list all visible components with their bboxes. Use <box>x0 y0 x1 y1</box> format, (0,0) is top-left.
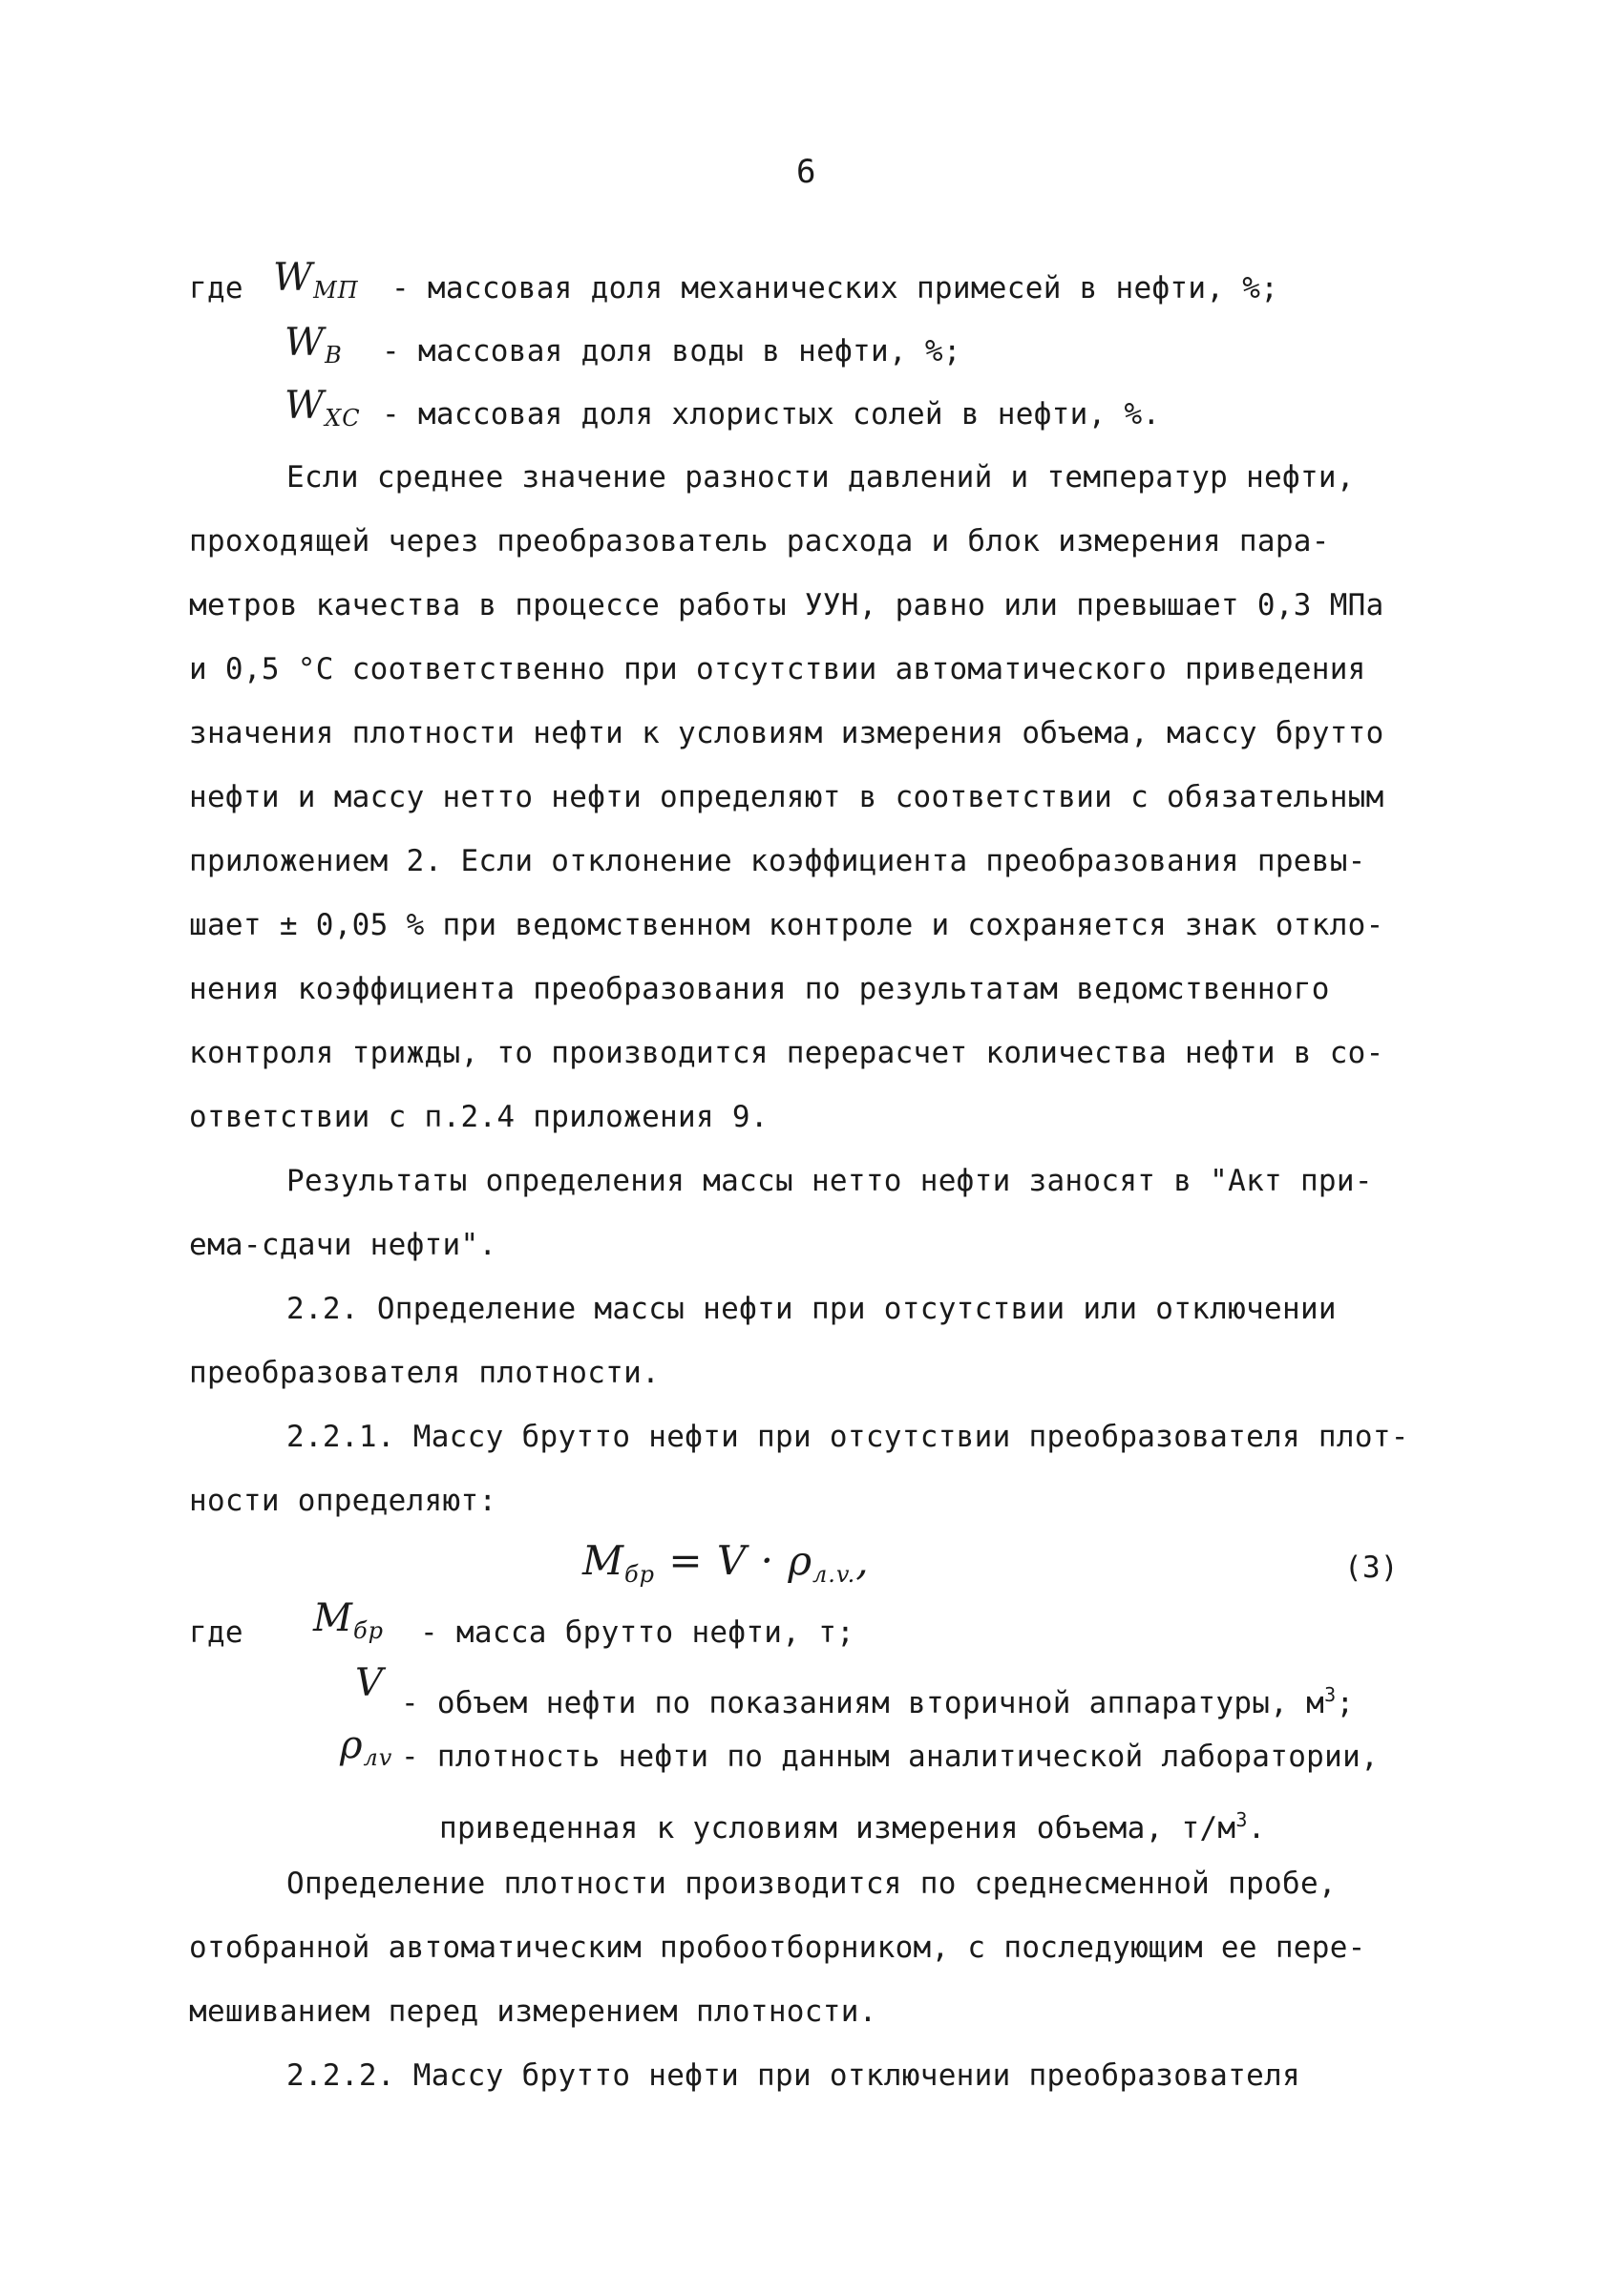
symbol-w-xc: $W_{ХС}$ <box>285 384 361 432</box>
where-label: где <box>189 1615 243 1650</box>
paragraph-line: ема-сдачи нефти". <box>189 1228 497 1262</box>
section-heading-2-2: 2.2. Определение массы нефти при отсутствии или отключении <box>286 1292 1337 1326</box>
definition-w-mp: - массовая доля механических примесей в нефти, %; <box>391 271 1279 306</box>
formula-3: $M_{бр} = V \cdot \rho_{л.v.}$, <box>582 1537 870 1588</box>
paragraph-line: проходящей через преобразователь расхода и блок измерения пара- <box>189 524 1330 559</box>
section-2-2-1-line: 2.2.1. Массу брутто нефти при отсутствии преобразователя плот- <box>286 1420 1409 1454</box>
page-number: 6 <box>796 153 816 191</box>
paragraph-line: и 0,5 °С соответственно при отсутствии автоматического приведения <box>189 652 1366 686</box>
section-2-2-2-line: 2.2.2. Массу брутто нефти при отключении преобразователя <box>286 2058 1300 2093</box>
paragraph-line: нения коэффициента преобразования по результатам ведомственного <box>189 972 1330 1006</box>
where-label: где <box>189 271 243 306</box>
section-heading-2-2-cont: преобразователя плотности. <box>189 1356 661 1390</box>
paragraph-line: Если среднее значение разности давлений и температур нефти, <box>286 460 1355 495</box>
symbol-v: V <box>355 1661 384 1705</box>
definition-w-v: - массовая доля воды в нефти, %; <box>382 334 961 369</box>
definition-rho-lv-cont: приведенная к условиям измерения объема, $т/м^3$. <box>439 1808 1266 1846</box>
symbol-w-v: $W_В$ <box>285 321 343 369</box>
formula-number: (3) <box>1344 1550 1399 1585</box>
paragraph-line: Результаты определения массы нетто нефти заносят в "Акт при- <box>286 1164 1373 1198</box>
symbol-w-mp: $W_{МП}$ <box>273 256 359 304</box>
definition-m-br: - масса брутто нефти, т; <box>420 1615 855 1650</box>
paragraph-line: контроля трижды, то производится перерасчет количества нефти в со- <box>189 1036 1384 1070</box>
definition-v: - объем нефти по показаниям вторичной аппаратуры, $м^3$; <box>401 1683 1355 1720</box>
paragraph-line: Определение плотности производится по среднесменной пробе, <box>286 1867 1337 1901</box>
symbol-m-br: $M_{бр}$ <box>313 1596 384 1644</box>
paragraph-line: ответствии с п.2.4 приложения 9. <box>189 1100 769 1134</box>
paragraph-line: отобранной автоматическим пробоотборником, с последующим ее пере- <box>189 1930 1366 1965</box>
paragraph-line: нефти и массу нетто нефти определяют в соответствии с обязательным <box>189 780 1384 814</box>
paragraph-line: приложением 2. Если отклонение коэффициента преобразования превы- <box>189 844 1366 878</box>
section-2-2-1-line: ности определяют: <box>189 1484 497 1518</box>
symbol-rho-lv: $\rho_{лv}$ <box>340 1723 393 1771</box>
paragraph-line: мешиванием перед измерением плотности. <box>189 1994 877 2029</box>
paragraph-line: шает ± 0,05 % при ведомственном контроле и сохраняется знак откло- <box>189 908 1384 942</box>
paragraph-line: метров качества в процессе работы УУН, равно или превышает 0,3 МПа <box>189 588 1384 622</box>
definition-w-xc: - массовая доля хлористых солей в нефти, %. <box>382 397 1161 432</box>
definition-rho-lv: - плотность нефти по данным аналитической лаборатории, <box>401 1740 1380 1774</box>
paragraph-line: значения плотности нефти к условиям измерения объема, массу брутто <box>189 716 1384 750</box>
